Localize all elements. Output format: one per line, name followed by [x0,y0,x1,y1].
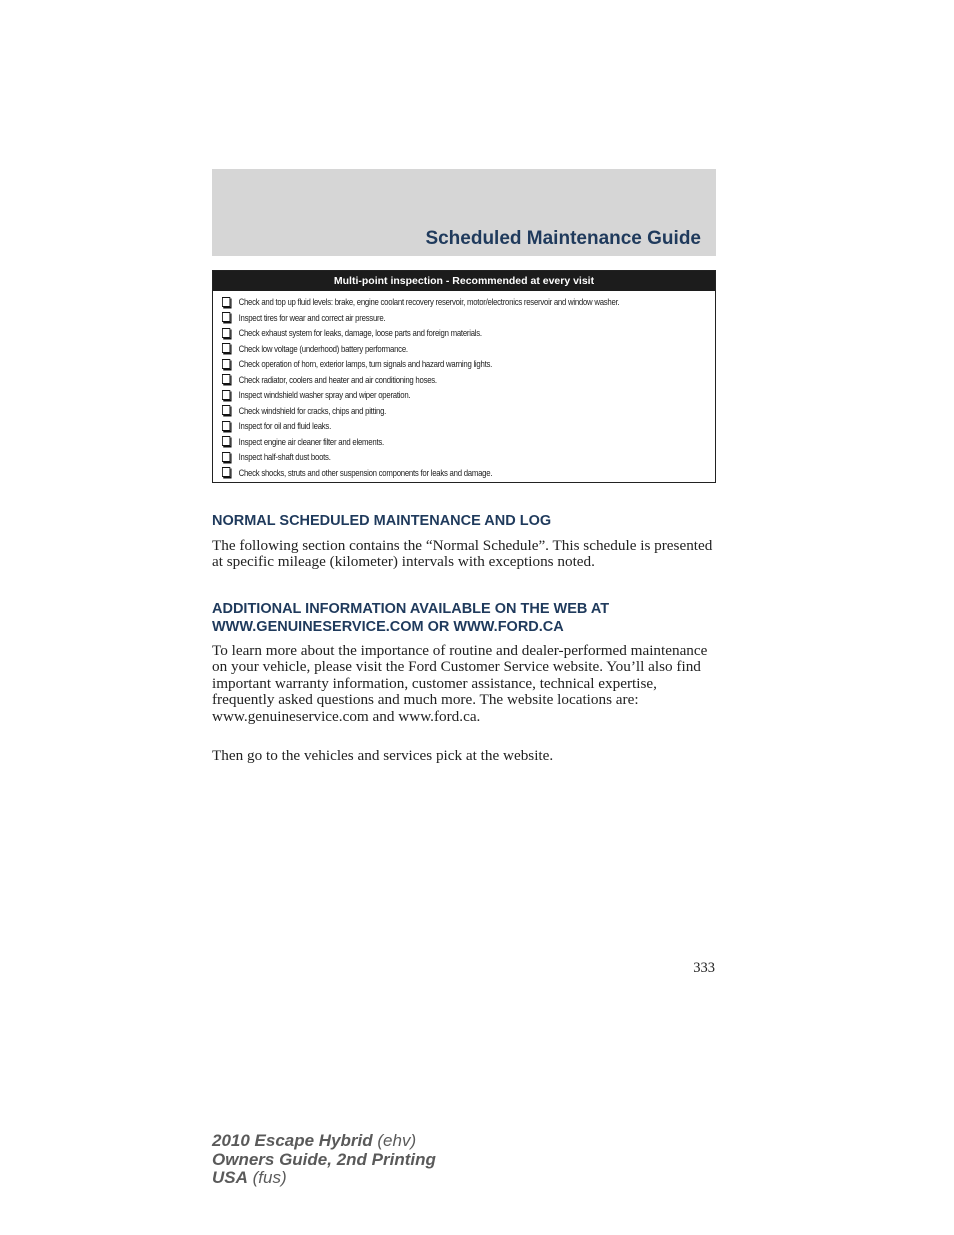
checklist-item[interactable] [222,372,631,388]
header-band [212,169,716,256]
inspection-checklist [213,291,715,480]
checkbox-icon[interactable] [222,436,230,446]
checklist-item-text: Check and top up fluid levels: brake, engine coolant recovery reservoir, motor/electronics reservoir and window washer. [238,296,620,308]
website-instruction-text: Then go to the vehicles and services pick at the website. [212,747,554,764]
footer-line-2: Owners Guide, 2nd Printing [212,1149,436,1169]
checklist-item-text: Check operation of horn, exterior lamps, turn signals and hazard warning lights. [238,358,493,370]
footer-line-3 [212,1169,436,1188]
footer-model: 2010 Escape Hybrid [212,1131,373,1150]
checklist-item-text: Check shocks, struts and other suspension components for leaks and damage. [238,466,493,478]
web-info-text: To learn more about the importance of routine and dealer-performed maintenance on your vehicle, please visit the Ford Customer Service website. You’ll also find important warranty information, customer assistance, technical expertise, frequently asked questions and much more. The website locations are: www.genuineservice.com and www.ford.ca. [212,642,708,725]
checklist-item-text: Check low voltage (underhood) battery performance. [238,342,408,354]
page-title: Scheduled Maintenance Guide [425,228,701,249]
checklist-item[interactable] [222,325,631,341]
checklist-item[interactable] [222,403,631,419]
inspection-checklist-title: Multi-point inspection - Recommended at every visit [213,271,715,291]
checklist-item-text: Inspect windshield washer spray and wiper operation. [238,389,411,401]
checkbox-icon[interactable] [222,328,230,338]
footer-market-code: (fus) [247,1168,287,1187]
checklist-item-text: Check radiator, coolers and heater and air conditioning hoses. [238,373,437,385]
checkbox-icon[interactable] [222,312,230,322]
checklist-item-text: Inspect engine air cleaner filter and elements. [238,435,384,447]
checkbox-icon[interactable] [222,297,230,307]
checkbox-icon[interactable] [222,374,230,384]
checkbox-icon[interactable] [222,452,230,462]
normal-schedule-heading: NORMAL SCHEDULED MAINTENANCE AND LOG [212,513,552,529]
footer-market: USA [212,1168,248,1187]
checklist-item[interactable] [222,356,631,372]
checklist-item[interactable] [222,387,631,403]
checklist-item-text: Inspect for oil and fluid leaks. [238,420,331,432]
footer-model-code: (ehv) [372,1131,417,1150]
checkbox-icon[interactable] [222,390,230,400]
checklist-item[interactable] [222,449,631,465]
checklist-item[interactable] [222,465,631,481]
footer [212,1132,436,1188]
inspection-checklist-box [212,270,716,483]
web-info-heading-line1: ADDITIONAL INFORMATION AVAILABLE ON THE WEB AT [212,601,610,617]
checklist-item-text: Check windshield for cracks, chips and pitting. [238,404,387,416]
checkbox-icon[interactable] [222,405,230,415]
checklist-item-text: Check exhaust system for leaks, damage, loose parts and foreign materials. [238,327,482,339]
checkbox-icon[interactable] [222,467,230,477]
checkbox-icon[interactable] [222,421,230,431]
checkbox-icon[interactable] [222,343,230,353]
checklist-item-text: Inspect half-shaft dust boots. [238,451,331,463]
checklist-item[interactable] [222,294,631,310]
checklist-item-text: Inspect tires for wear and correct air pressure. [238,311,386,323]
web-info-heading-line2: WWW.GENUINESERVICE.COM OR WWW.FORD.CA [212,618,564,635]
checklist-item[interactable] [222,310,631,326]
checklist-item[interactable] [222,341,631,357]
checkbox-icon[interactable] [222,359,230,369]
web-info-heading [212,601,716,636]
checklist-item[interactable] [222,434,631,450]
checklist-item[interactable] [222,418,631,434]
normal-schedule-text: The following section contains the “Normal Schedule”. This schedule is presented at specific mileage (kilometer) intervals with exceptions noted. [212,537,713,571]
footer-line-1 [212,1132,436,1151]
page-number: 333 [693,960,715,976]
